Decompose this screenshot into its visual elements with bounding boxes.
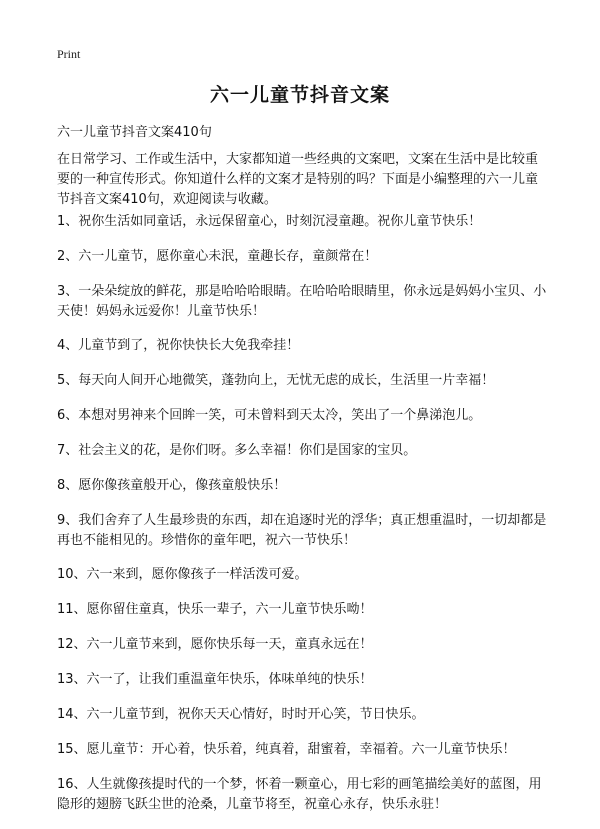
list-item: 8、愿你像孩童般开心，像孩童般快乐！ [57,478,287,493]
list-item: 4、儿童节到了，祝你快快长大免我牵挂！ [57,338,300,353]
document-subtitle: 六一儿童节抖音文案410句 [57,125,212,140]
list-item: 1、祝你生活如同童话，永远保留童心，时刻沉浸童趣。祝你儿童节快乐！ [57,214,482,229]
list-item: 3、一朵朵绽放的鲜花，那是哈哈哈眼睛。在哈哈哈眼睛里，你永远是妈妈小宝贝、小天使！妈妈永远爱你！儿童节快乐！ [57,284,547,319]
list-item: 12、六一儿童节来到，愿你快乐每一天，童真永远在！ [57,637,373,652]
list-item: 16、人生就像孩提时代的一个梦，怀着一颗童心，用七彩的画笔描绘美好的蓝图，用隐形的翅膀飞跃尘世的沧桑，儿童节将至，祝童心永存，快乐永驻！ [57,777,542,812]
page-title: 六一儿童节抖音文案 [209,84,390,106]
list-item: 15、愿儿童节：开心着，快乐着，纯真着，甜蜜着，幸福着。六一儿童节快乐！ [57,742,516,757]
list-item: 7、社会主义的花，是你们呀。多么幸福！你们是国家的宝贝。 [57,443,417,458]
intro-paragraph: 在日常学习、工作或生活中，大家都知道一些经典的文案吧，文案在生活中是比较重要的一种宣传形式。你知道什么样的文案才是特别的吗？下面是小编整理的六一儿童节抖音文案410句，欢迎阅读与收藏。 [57,152,539,207]
quote-list [57,212,549,829]
list-item: 6、本想对男神来个回眸一笑，可未曾料到天太冷，笑出了一个鼻涕泡儿。 [57,408,482,423]
list-item: 11、愿你留住童真，快乐一辈子，六一儿童节快乐呦！ [57,602,373,617]
list-item: 2、六一儿童节，愿你童心未泯，童趣长存，童颜常在！ [57,249,378,264]
print-link[interactable]: Print [57,47,81,61]
list-item: 9、我们舍弃了人生最珍贵的东西，却在追逐时光的浮华；真正想重温时，一切却都是再也不能相见的。珍惜你的童年吧，祝六一节快乐！ [57,513,547,548]
list-item: 13、六一了，让我们重温童年快乐，体味单纯的快乐！ [57,672,373,687]
list-item: 14、六一儿童节到，祝你天天心情好，时时开心笑，节日快乐。 [57,707,425,722]
list-item: 5、每天向人间开心地微笑，蓬勃向上，无忧无虑的成长，生活里一片幸福！ [57,373,495,388]
list-item: 10、六一来到，愿你像孩子一样活泼可爱。 [57,567,308,582]
